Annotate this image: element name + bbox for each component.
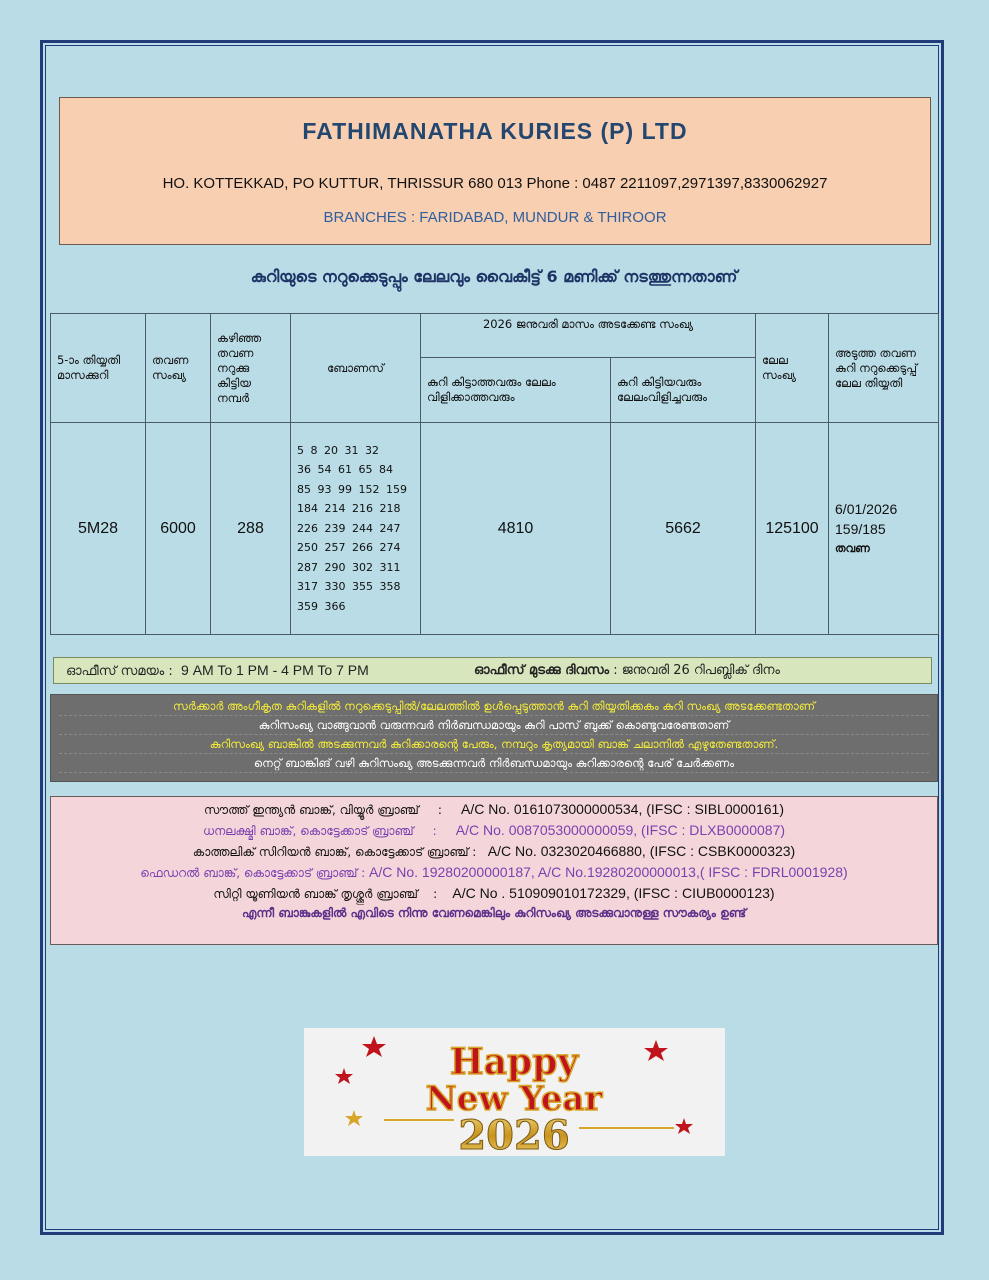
header-payable-group: 2026 ജനുവരി മാസം അടക്കേണ്ട സംഖ്യ [421, 314, 756, 358]
office-hours-value: 9 AM To 1 PM - 4 PM To 7 PM [181, 662, 369, 678]
bank-row: ധനലക്ഷ്മി ബാങ്ക്, കൊട്ടേക്കാട് ബ്രാഞ്ച് : A/C No. 0087053000000059, (IFSC : DLXB0000087) [202, 822, 786, 838]
star-icon [362, 1036, 386, 1057]
next-installment: 159/185 [835, 520, 886, 537]
header-received: കുറി കിട്ടിയവരും ലേലംവിളിച്ചവരും [611, 358, 756, 423]
bank-name: കാത്തലിക് സിറിയൻ ബാങ്ക്, കൊട്ടേക്കാട് ബ്രാഞ്ച് [192, 845, 469, 859]
office-holiday-label: ഓഫീസ് മുടക്കു ദിവസം [474, 663, 610, 678]
header-date-kuri: 5-ാം തിയ്യതി മാസക്കുറി [51, 314, 146, 423]
bank-account: A/C No. 0323020466880, (IFSC : CSBK0000323) [487, 843, 796, 859]
bank-name: സിറ്റി യൂണിയൻ ബാങ്ക് തൃശ്ശൂർ ബ്രാഞ്ച് [213, 887, 418, 901]
star-icon [644, 1040, 668, 1061]
cell-next-date [829, 423, 939, 635]
bank-row: സൗത്ത് ഇന്ത്യൻ ബാങ്ക്, വിയ്യൂർ ബ്രാഞ്ച് : A/C No. 0161073000000534, (IFSC : SIBL0000161) [204, 801, 784, 817]
header-not-received: കുറി കിട്ടാത്തവരും ലേലം വിളിക്കാത്തവരും [421, 358, 611, 423]
bonus-line: 226 239 244 247 [297, 521, 401, 535]
office-hours-label: ഓഫീസ് സമയം [66, 664, 165, 679]
cell-last-number: 288 [211, 423, 291, 635]
next-date: 6/01/2026 [835, 500, 898, 517]
greeting-line1: Happy [449, 1041, 579, 1083]
instruction-line: സർക്കാർ അംഗീകൃത കുറികളിൽ നറുക്കെടുപ്പിൽ/ലേലത്തിൽ ഉൾപ്പെടുത്താൻ കുറി തിയ്യതിക്കകം കുറി സംഖ്യ അടക്കേണ്ടതാണ് [59, 697, 929, 716]
company-name: FATHIMANATHA KURIES (P) LTD [302, 118, 688, 144]
bonus-line: 287 290 302 311 [297, 560, 401, 574]
header-last-number: കഴിഞ്ഞ തവണ നറുക്കു കിട്ടിയ നമ്പർ [211, 314, 291, 423]
bank-row: സിറ്റി യൂണിയൻ ബാങ്ക് തൃശ്ശൂർ ബ്രാഞ്ച് : A/C No . 510909010172329, (IFSC : CIUB0000123) [213, 885, 775, 901]
bank-account: A/C No. 19280200000187, A/C No.19280200000013,( IFSC : FDRL0001928) [369, 864, 848, 880]
bank-row: കാത്തലിക് സിറിയൻ ബാങ്ക്, കൊട്ടേക്കാട് ബ്രാഞ്ച് : A/C No. 0323020466880, (IFSC : CSBK0000323) [192, 843, 796, 859]
bank-row: ഫെഡറൽ ബാങ്ക്, കൊട്ടേക്കാട് ബ്രാഞ്ച് : A/C No. 19280200000187, A/C No.19280200000013,( IFSC : FDRL0001928) [140, 864, 848, 880]
banks-footer: എന്നീ ബാങ്കുകളിൽ എവിടെ നിന്നു വേണമെങ്കിലും കുറിസംഖ്യ അടക്കുവാനുള്ള സൗകര്യം ഉണ്ട് [241, 906, 747, 920]
instruction-line: കുറിസംഖ്യ വാങ്ങുവാൻ വരുന്നവർ നിർബന്ധമായും കുറി പാസ് ബുക്ക് കൊണ്ടുവരേണ്ടതാണ് [59, 716, 929, 735]
bonus-line: 250 257 266 274 [297, 541, 401, 555]
bank-name: സൗത്ത് ഇന്ത്യൻ ബാങ്ക്, വിയ്യൂർ ബ്രാഞ്ച് [204, 803, 419, 817]
star-icon [675, 1118, 693, 1134]
bonus-line: 184 214 216 218 [297, 502, 401, 516]
cell-auction-amount: 125100 [756, 423, 829, 635]
company-address: HO. KOTTEKKAD, PO KUTTUR, THRISSUR 680 013 Phone : 0487 2211097,2971397,8330062927 [162, 175, 828, 192]
header-auction-amount: ലേല സംഖ്യ [756, 314, 829, 423]
cell-not-received-amount: 4810 [421, 423, 611, 635]
office-holiday: ഓഫീസ് മുടക്കു ദിവസം : ജനുവരി 26 റിപബ്ലിക് ദിനം [474, 663, 780, 678]
cell-bonus [291, 423, 421, 635]
bonus-line: 317 330 355 358 [297, 580, 401, 594]
bank-details-box [50, 796, 938, 945]
greeting-line3: 2026 [458, 1112, 570, 1156]
bonus-line: 36 54 61 65 84 [297, 463, 393, 477]
bonus-line: 359 366 [297, 599, 346, 613]
bonus-line: 5 8 20 31 32 [297, 443, 379, 457]
kuri-table [50, 313, 939, 635]
bank-account: A/C No . 510909010172329, (IFSC : CIUB0000123) [452, 885, 775, 901]
office-hours: ഓഫീസ് സമയം : 9 AM To 1 PM - 4 PM To 7 PM [66, 662, 369, 679]
star-icon [335, 1068, 353, 1084]
cell-installment: 6000 [146, 423, 211, 635]
bank-name: ധനലക്ഷ്മി ബാങ്ക്, കൊട്ടേക്കാട് ബ്രാഞ്ച് [202, 824, 414, 838]
office-hours-bar [53, 657, 932, 684]
bank-account: A/C No. 0161073000000534, (IFSC : SIBL0000161) [460, 801, 784, 817]
new-year-graphic [304, 1028, 725, 1156]
cell-kuri: 5M28 [51, 423, 146, 635]
new-year-banner [304, 1028, 725, 1156]
company-header [59, 97, 931, 245]
table-row [51, 423, 939, 635]
instructions-box [50, 694, 938, 782]
header-installment: തവണ സംഖ്യ [146, 314, 211, 423]
next-label: തവണ [835, 541, 870, 555]
bonus-line: 85 93 99 152 159 [297, 482, 407, 496]
bank-account: A/C No. 0087053000000059, (IFSC : DLXB0000087) [455, 822, 786, 838]
cell-received-amount: 5662 [611, 423, 756, 635]
office-holiday-value: ജനുവരി 26 റിപബ്ലിക് ദിനം [621, 663, 780, 678]
star-icon [345, 1110, 363, 1126]
bank-name: ഫെഡറൽ ബാങ്ക്, കൊട്ടേക്കാട് ബ്രാഞ്ച് [140, 866, 358, 880]
company-branches: BRANCHES : FARIDABAD, MUNDUR & THIROOR [323, 209, 667, 226]
instruction-line: നെറ്റ് ബാങ്കിങ് വഴി കുറിസംഖ്യ അടക്കുന്നവർ നിർബന്ധമായും കുറിക്കാരന്റെ പേര് ചേർക്കണം [59, 754, 929, 773]
header-bonus: ബോണസ് [291, 314, 421, 423]
instruction-line: കുറിസംഖ്യ ബാങ്കിൽ അടക്കുന്നവർ കുറിക്കാരന്റെ പേരും, നമ്പറും കൃത്യമായി ബാങ്ക് ചലാനിൽ എഴുതേണ്ടതാണ്. [59, 735, 929, 754]
greeting-line2: New Year [425, 1079, 603, 1119]
draw-time-notice: കുറിയുടെ നറുക്കെടുപ്പും ലേലവും വൈകീട്ട് 6 മണിക്ക് നടത്തുന്നതാണ് [250, 267, 738, 286]
header-next-date: അടുത്ത തവണ കുറി നറുക്കെടുപ്പ് ലേല തിയ്യതി [829, 314, 939, 423]
